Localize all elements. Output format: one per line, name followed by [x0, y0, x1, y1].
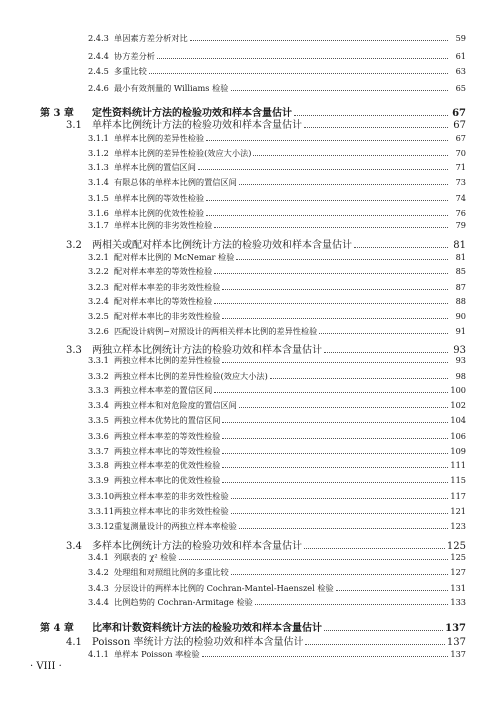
dot-leader: [198, 169, 448, 170]
toc-entry-sub: [88, 83, 466, 99]
toc-entry-section: [66, 116, 466, 132]
toc-entry-title: 配对样本比例的 McNemar 检验: [114, 252, 235, 262]
toc-entry-page: 125: [446, 541, 466, 552]
toc-entry-sub: [88, 220, 466, 236]
dot-leader: [231, 498, 448, 499]
toc-entry-page: 137: [446, 637, 466, 648]
dot-leader: [222, 453, 448, 454]
toc-entry-title: 有限总体的单样本比例的置信区间: [114, 177, 237, 187]
toc-entry-section: [66, 633, 466, 649]
toc-entry-page: 93: [455, 355, 466, 365]
toc-entry-title: 匹配设计病例−对照设计的两相关样本比例的差异性检验: [114, 326, 318, 336]
toc-entry-number: 2.4.6: [88, 83, 109, 93]
toc-entry-title: 多样本比例统计方法的检验功效和样本含量估计: [92, 541, 302, 552]
toc-entry-title: 单样本比例的差异性检验(效应大小法): [114, 148, 252, 158]
toc-entry-title: 定性资料统计方法的检验功效和样本含量估计: [92, 108, 292, 119]
toc-entry-number: 3.3.4: [88, 400, 109, 410]
toc-entry-title: 两独立样本率差的优效性检验: [114, 460, 221, 470]
toc-entry-number: 3.1.5: [88, 193, 109, 203]
page-number-footer: · VIII ·: [30, 661, 62, 672]
dot-leader: [214, 273, 448, 274]
toc-entry-page: 137: [445, 623, 466, 634]
toc-entry-page: 100: [450, 385, 466, 395]
toc-entry-title: 两独立样本比例的差异性检验(效应大小法): [114, 371, 268, 381]
toc-entry-page: 70: [455, 148, 466, 158]
toc-entry-page: 63: [455, 66, 466, 76]
toc-entry-title: 单样本比例的优效性检验: [114, 208, 205, 218]
toc-entry-section: [66, 236, 466, 252]
toc-entry-number: 3.3.1: [88, 355, 109, 365]
toc-entry-number: 4.1: [66, 637, 82, 648]
toc-entry-title: 两独立样本率比的等效性检验: [114, 446, 221, 456]
dot-leader: [222, 467, 448, 468]
toc-entry-sub: [88, 597, 466, 613]
toc-entry-page: 117: [450, 491, 466, 501]
toc-entry-page: 133: [450, 597, 466, 607]
toc-entry-number: 3.2.3: [88, 282, 109, 292]
dot-leader: [319, 333, 448, 334]
toc-entry-title: 列联表的 χ² 检验: [114, 552, 177, 562]
toc-entry-page: 121: [450, 506, 466, 516]
toc-entry-number: 3.1.7: [88, 220, 109, 230]
toc-entry-number: 3.2: [66, 240, 82, 251]
toc-entry-page: 73: [455, 177, 466, 187]
toc-entry-page: 81: [455, 252, 466, 262]
toc-entry-sub: [88, 355, 466, 371]
dot-leader: [222, 422, 448, 423]
toc-entry-title: 两相关或配对样本比例统计方法的检验功效和样本含量估计: [92, 240, 352, 251]
dot-leader: [231, 574, 448, 575]
toc-entry-title: Poisson 率统计方法的检验功效和样本含量估计: [92, 637, 304, 648]
toc-entry-sub: [88, 311, 466, 327]
toc-entry-number: 3.2.2: [88, 266, 109, 276]
dot-leader: [222, 318, 448, 319]
toc-entry-page: 93: [453, 345, 466, 356]
toc-entry-title: 配对样本率比的非劣效性检验: [114, 311, 221, 321]
toc-entry-page: 65: [455, 83, 466, 93]
toc-entry-sub: [88, 400, 466, 416]
toc-entry-page: 91: [455, 326, 466, 336]
toc-entry-sub: [88, 460, 466, 476]
toc-entry-title: 配对样本率差的等效性检验: [114, 266, 213, 276]
toc-entry-number: 2.4.4: [88, 51, 109, 61]
toc-entry-sub: [88, 193, 466, 209]
toc-entry-number: 3.3.9: [88, 475, 109, 485]
toc-entry-page: 127: [450, 567, 466, 577]
toc-entry-title: 单样本比例的非劣效性检验: [114, 220, 213, 230]
toc-entry-page: 76: [455, 208, 466, 218]
toc-entry-sub: [88, 431, 466, 447]
toc-entry-title: 单样本比例的置信区间: [114, 162, 196, 172]
toc-entry-sub: [88, 133, 466, 149]
toc-entry-number: 3.2.6: [88, 326, 109, 336]
toc-entry-number: 3.3.10: [88, 491, 115, 501]
toc-entry-page: 81: [453, 240, 466, 251]
toc-entry-page: 115: [450, 475, 466, 485]
dot-leader: [239, 528, 448, 529]
toc-entry-number: 3.4: [66, 541, 82, 552]
toc-entry-page: 71: [455, 162, 466, 172]
dot-leader: [231, 90, 449, 91]
toc-entry-title: 两独立样本率差的非劣效性检验: [114, 491, 229, 501]
toc-entry-page: 88: [455, 296, 466, 306]
toc-entry-number: 2.4.3: [88, 33, 109, 43]
toc-entry-number: 3.4.4: [88, 597, 109, 607]
toc-entry-number: 3.1.4: [88, 177, 109, 187]
toc-entry-number: 3.2.5: [88, 311, 109, 321]
toc-entry-number: 3.3.2: [88, 371, 109, 381]
toc-entry-sub: [88, 415, 466, 431]
toc-entry-number: 3.3.7: [88, 446, 109, 456]
toc-entry-title: 单因素方差分析对比: [114, 33, 188, 43]
toc-entry-number: 3.2.1: [88, 252, 109, 262]
toc-entry-number: 3.3.6: [88, 431, 109, 441]
dot-leader: [206, 140, 448, 141]
dot-leader: [324, 630, 443, 631]
toc-entry-page: 79: [455, 220, 466, 230]
toc-entry-number: 3.2.4: [88, 296, 109, 306]
dot-leader: [222, 482, 448, 483]
toc-entry-page: 90: [455, 311, 466, 321]
toc-entry-sub: [88, 385, 466, 401]
toc-entry-page: 104: [450, 415, 466, 425]
toc-entry-sub: [88, 266, 466, 282]
toc-entry-title: 两独立样本优势比的置信区间: [114, 415, 221, 425]
toc-entry-title: 单样本 Poisson 率检验: [114, 649, 200, 659]
toc-entry-title: 两独立样本和对危险度的置信区间: [114, 400, 237, 410]
toc-entry-page: 67: [453, 120, 466, 131]
toc-entry-number: 第 3 章: [40, 108, 74, 119]
toc-entry-sub: [88, 51, 466, 67]
toc-entry-page: 106: [450, 431, 466, 441]
dot-leader: [304, 548, 445, 549]
dot-leader: [236, 259, 448, 260]
toc-entry-number: 2.4.5: [88, 66, 109, 76]
toc-entry-sub: [88, 177, 466, 193]
toc-entry-title: 配对样本率差的非劣效性检验: [114, 282, 221, 292]
toc-entry-sub: [88, 567, 466, 583]
toc-entry-number: 第 4 章: [40, 623, 74, 634]
toc-entry-sub: [88, 521, 466, 537]
toc-entry-page: 67: [452, 108, 466, 119]
toc-entry-number: 3.3: [66, 345, 82, 356]
toc-entry-sub: [88, 475, 466, 491]
toc-entry-number: 3.3.12: [88, 521, 115, 531]
toc-entry-page: 85: [455, 266, 466, 276]
toc-entry-page: 74: [455, 193, 466, 203]
toc-entry-title: 两独立样本率差的等效性检验: [114, 431, 221, 441]
dot-leader: [231, 513, 448, 514]
dot-leader: [149, 73, 448, 74]
toc-entry-title: 重复测量设计的两独立样本率检验: [114, 521, 237, 531]
dot-leader: [179, 559, 448, 560]
dot-leader: [214, 303, 448, 304]
toc-entry-page: 102: [450, 400, 466, 410]
dot-leader: [206, 215, 448, 216]
toc-entry-sub: [88, 162, 466, 178]
dot-leader: [239, 184, 448, 185]
toc-entry-number: 4.1.1: [88, 649, 109, 659]
toc-entry-title: 多重比较: [114, 66, 147, 76]
toc-entry-sub: [88, 552, 466, 568]
dot-leader: [304, 127, 448, 128]
toc-entry-number: 3.4.3: [88, 583, 109, 593]
toc-entry-page: 137: [450, 649, 466, 659]
toc-entry-sub: [88, 33, 466, 49]
toc-entry-page: 123: [450, 521, 466, 531]
dot-leader: [190, 40, 448, 41]
toc-entry-sub: [88, 326, 466, 342]
toc-entry-title: 配对样本率比的等效性检验: [114, 296, 213, 306]
toc-entry-page: 59: [455, 33, 466, 43]
toc-entry-title: 最小有效剂量的 Williams 检验: [114, 83, 229, 93]
dot-leader: [157, 58, 448, 59]
toc-entry-page: 131: [450, 583, 466, 593]
toc-entry-title: 两独立样本率比的非劣效性检验: [114, 506, 229, 516]
dot-leader: [324, 352, 448, 353]
toc-entry-title: 单样本比例统计方法的检验功效和样本含量估计: [92, 120, 302, 131]
dot-leader: [214, 227, 448, 228]
toc-entry-number: 3.1.3: [88, 162, 109, 172]
toc-entry-number: 3.3.8: [88, 460, 109, 470]
toc-entry-title: 两独立样本率比的优效性检验: [114, 475, 221, 485]
toc-entry-title: 协方差分析: [114, 51, 155, 61]
toc-entry-number: 3.1.6: [88, 208, 109, 218]
dot-leader: [336, 590, 448, 591]
toc-entry-sub: [88, 649, 466, 665]
toc-entry-page: 67: [455, 133, 466, 143]
toc-entry-page: 109: [450, 446, 466, 456]
toc-entry-title: 分层设计的两样本比例的 Cochran-Mantel-Haenszel 检验: [114, 583, 334, 593]
toc-entry-title: 两独立样本比例的差异性检验: [114, 355, 221, 365]
toc-entry-sub: [88, 296, 466, 312]
toc-entry-number: 3.3.11: [88, 506, 115, 516]
toc-entry-title: 两独立样本率差的置信区间: [114, 385, 213, 395]
toc-entry-sub: [88, 66, 466, 82]
toc-entry-page: 87: [455, 282, 466, 292]
dot-leader: [305, 644, 444, 645]
toc-entry-sub: [88, 491, 466, 507]
dot-leader: [222, 362, 448, 363]
dot-leader: [255, 604, 448, 605]
toc-entry-title: 单样本比例的等效性检验: [114, 193, 205, 203]
dot-leader: [354, 247, 448, 248]
dot-leader: [206, 200, 448, 201]
toc-entry-title: 比例趋势的 Cochran-Armitage 检验: [114, 597, 253, 607]
dot-leader: [222, 289, 448, 290]
toc-entry-page: 111: [450, 460, 466, 470]
toc-entry-title: 单样本比例的差异性检验: [114, 133, 205, 143]
toc-entry-title: 处理组和对照组比例的多重比较: [114, 567, 229, 577]
toc-entry-number: 3.1.1: [88, 133, 109, 143]
toc-entry-sub: [88, 506, 466, 522]
toc-entry-number: 3.3.3: [88, 385, 109, 395]
dot-leader: [222, 438, 448, 439]
toc-entry-number: 3.1.2: [88, 148, 109, 158]
dot-leader: [270, 378, 448, 379]
toc-entry-page: 98: [455, 371, 466, 381]
toc-entry-title: 比率和计数资料统计方法的检验功效和样本含量估计: [92, 623, 322, 634]
toc-entry-page: 61: [455, 51, 466, 61]
toc-entry-number: 3.1: [66, 120, 82, 131]
toc-entry-number: 3.4.1: [88, 552, 109, 562]
dot-leader: [202, 656, 448, 657]
dot-leader: [253, 155, 448, 156]
dot-leader: [214, 392, 448, 393]
toc-entry-number: 3.3.5: [88, 415, 109, 425]
dot-leader: [239, 407, 448, 408]
toc-entry-page: 125: [450, 552, 466, 562]
toc-entry-section: [66, 537, 466, 553]
toc-entry-number: 3.4.2: [88, 567, 109, 577]
toc-entry-title: 两独立样本比例统计方法的检验功效和样本含量估计: [92, 345, 322, 356]
